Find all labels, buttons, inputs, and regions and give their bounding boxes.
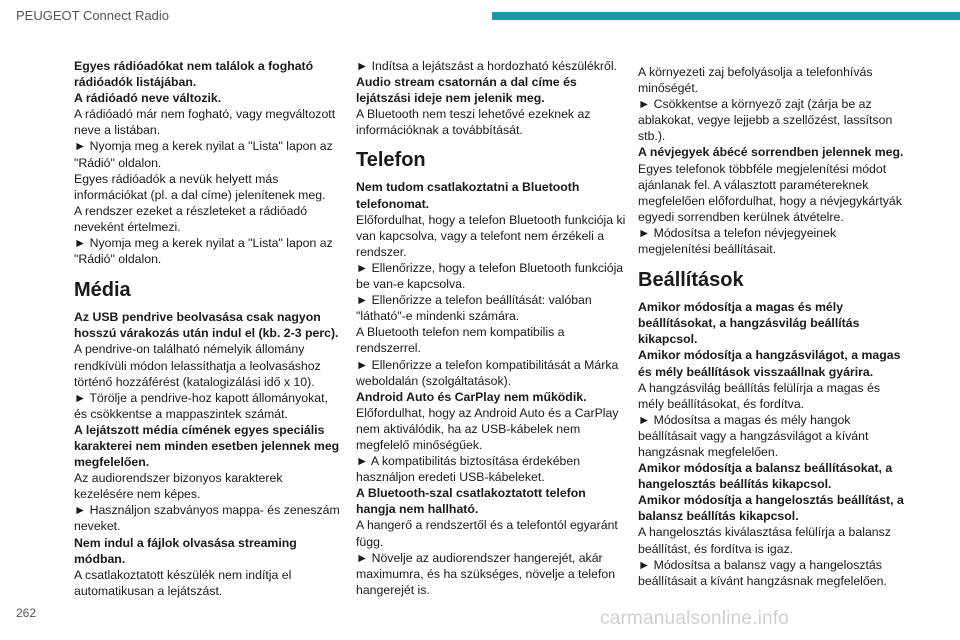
body-text: ► Növelje az audiorendszer hangerejét, akár maximumra, és ha szükséges, növelje a telefon hangerejét is. bbox=[356, 550, 616, 597]
body-text: Az audiorendszer bizonyos karakterek kezelésére nem képes. bbox=[74, 471, 283, 502]
body-text: ► Törölje a pendrive-hoz kapott állományokat, és csökkentse a mappaszintek számát. bbox=[74, 390, 328, 421]
question-text: Amikor módosítja a magas és mély beállításokat, a hangzásvilág beállítás kikapcsol. bbox=[638, 300, 860, 347]
body-text: ► Módosítsa a balansz vagy a hangelosztás beállításait a kívánt hangzásnak megfelelően. bbox=[638, 557, 887, 588]
question-text: Audio stream csatornán a dal címe és lejátszási ideje nem jelenik meg. bbox=[356, 75, 577, 106]
body-text: A csatlakoztatott készülék nem indítja el automatikusan a lejátszást. bbox=[74, 567, 292, 598]
header-accent-bar bbox=[492, 12, 960, 20]
column-1 bbox=[74, 58, 344, 599]
body-text: ► Módosítsa a telefon névjegyeinek megjelenítési beállításait. bbox=[638, 225, 837, 257]
question-text: Nem indul a fájlok olvasása streaming módban. bbox=[74, 535, 297, 566]
question-text: A névjegyek ábécé sorrendben jelennek meg. bbox=[638, 145, 904, 160]
body-text: Előfordulhat, hogy a telefon Bluetooth funkciója ki van kapcsolva, vagy a telefont nem érzékeli a rendszer. bbox=[356, 212, 626, 259]
body-text: ► Nyomja meg a kerek nyilat a "Lista" lapon az "Rádió" oldalon. bbox=[74, 139, 333, 170]
body-text: Egyes rádióadók a nevük helyett más információkat (pl. a dal címe) jelenítenek meg. bbox=[74, 171, 326, 202]
body-text: A hangzásvilág beállítás felülírja a magas és mély beállításokat, és fordítva. bbox=[638, 380, 880, 411]
question-text: A Bluetooth-szal csatlakoztatott telefon hangja nem hallható. bbox=[356, 486, 586, 517]
body-text: ► Ellenőrizze, hogy a telefon Bluetooth funkciója be van-e kapcsolva. bbox=[356, 260, 624, 292]
body-text: Egyes telefonok többféle megjelenítési módot ajánlanak fel. A választott paramétereknek megfelelően előfordulhat, hogy a névjegykártyák egyedi sorrendben kerülnek átvételre. bbox=[638, 161, 902, 224]
body-text: ► Indítsa a lejátszást a hordozható készülékről. bbox=[356, 59, 617, 73]
body-text: A környezeti zaj befolyásolja a telefonhívás minőségét. bbox=[638, 65, 873, 96]
column-2 bbox=[356, 58, 626, 598]
question-text: Nem tudom csatlakoztatni a Bluetooth telefonomat. bbox=[356, 180, 580, 211]
section-heading: Telefon bbox=[356, 149, 426, 172]
body-text: ► Ellenőrizze a telefon beállítását: valóban "látható"-e mindenki számára. bbox=[356, 293, 592, 324]
body-text: A Bluetooth nem teszi lehetővé ezeknek az információknak a továbbítását. bbox=[356, 107, 591, 138]
question-text: Android Auto és CarPlay nem működik. bbox=[356, 389, 587, 404]
body-text: ► Használjon szabványos mappa- és zeneszám neveket. bbox=[74, 503, 340, 534]
watermark: carmanualsonline.info bbox=[600, 608, 790, 629]
column-3 bbox=[638, 64, 908, 589]
body-text: Előfordulhat, hogy az Android Auto és a CarPlay nem aktiválódik, ha az USB-kábelek nem megfelelő minőségűek. bbox=[356, 405, 619, 452]
question-text: A rádióadó neve változik. bbox=[74, 91, 222, 106]
page-number: 262 bbox=[16, 606, 37, 620]
body-text: A Bluetooth telefon nem kompatibilis a rendszerrel. bbox=[356, 325, 565, 356]
body-text: A rádióadó már nem fogható, vagy megváltozott neve a listában. bbox=[74, 107, 336, 138]
question-text: A lejátszott média címének egyes speciális karakterei nem minden esetben jelennek meg megfelelően. bbox=[74, 422, 340, 470]
body-text: ► Nyomja meg a kerek nyilat a "Lista" lapon az "Rádió" oldalon. bbox=[74, 236, 333, 267]
header-title: PEUGEOT Connect Radio bbox=[16, 8, 169, 23]
question-text: Amikor módosítja a balansz beállításokat, a hangelosztás beállítás kikapcsol. bbox=[638, 461, 893, 492]
body-text: A hangerő a rendszertől és a telefontól egyaránt függ. bbox=[356, 518, 618, 549]
section-heading: Beállítások bbox=[638, 269, 744, 292]
body-text: A hangelosztás kiválasztása felülírja a balansz beállítást, és fordítva is igaz. bbox=[638, 525, 891, 556]
question-text: Az USB pendrive beolvasása csak nagyon hosszú várakozás után indul el (kb. 2-3 perc). bbox=[74, 310, 339, 341]
question-text: Egyes rádióadókat nem találok a fogható rádióadók listájában. bbox=[74, 59, 314, 90]
body-text: A pendrive-on található némelyik állomány rendkívüli módon lelassíthatja a leolvasáshoz történő hozzáférést (katalogizálási idő x 10). bbox=[74, 342, 321, 389]
question-text: Amikor módosítja a hangelosztás beállítást, a balansz beállítás kikapcsol. bbox=[638, 493, 904, 524]
body-text: ► Módosítsa a magas és mély hangok beállításait vagy a hangzásvilágot a kívánt hangzásnak megfelelően. bbox=[638, 412, 869, 459]
question-text: Amikor módosítja a hangzásvilágot, a magas és mély beállítások visszaállnak gyárira. bbox=[638, 348, 901, 379]
body-text: ► Ellenőrizze a telefon kompatibilitását a Márka weboldalán (szolgáltatások). bbox=[356, 357, 619, 388]
body-text: A rendszer ezeket a részleteket a rádióadó neveként értelmezi. bbox=[74, 203, 308, 234]
body-text: ► A kompatibilitás biztosítása érdekében használjon eredeti USB-kábeleket. bbox=[356, 454, 581, 485]
body-text: ► Csökkentse a környező zajt (zárja be az ablakokat, vegye lejjebb a szellőzést, lassítson stb.). bbox=[638, 97, 893, 144]
section-heading: Média bbox=[74, 279, 131, 302]
